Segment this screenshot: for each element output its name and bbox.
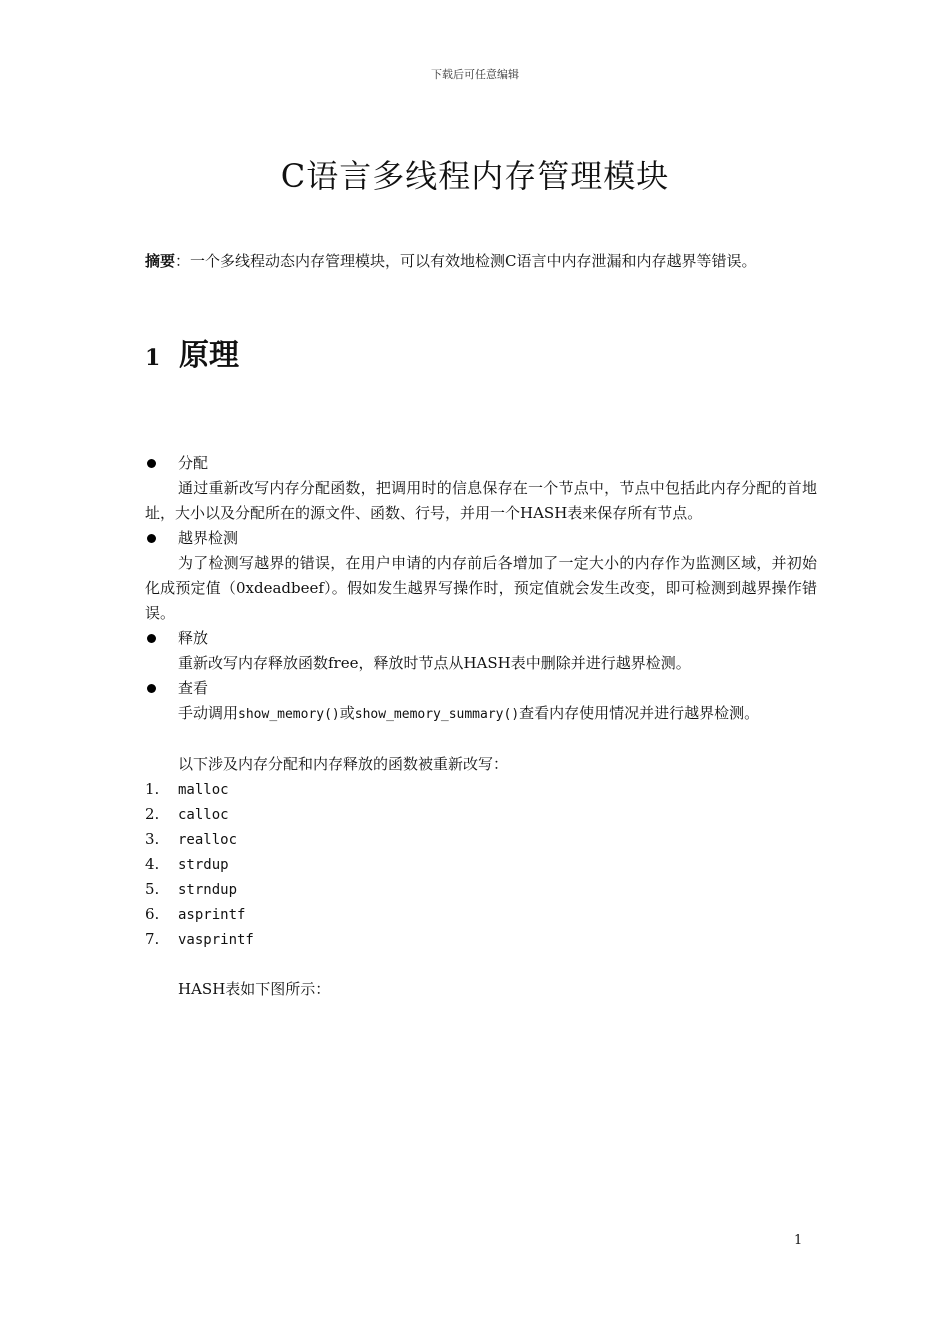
section-title: 原理 xyxy=(179,338,239,373)
function-name: strdup xyxy=(178,857,229,873)
bullet-title: 越界检测 xyxy=(178,529,239,547)
header-note: 下载后可任意编辑 xyxy=(431,68,519,81)
function-name: realloc xyxy=(178,832,238,848)
bullet-paragraph: 为了检测写越界的错误，在用户申请的内存前后各增加了一定大小的内存作为监测区域，并初始化成预定值（0xdeadbeef）。假如发生越界写操作时，预定值就会发生改变，即可检测到越界操作错误。 xyxy=(145,554,817,622)
list-number: 5. xyxy=(145,880,160,898)
bullet-item xyxy=(145,676,817,701)
code-function-name: show_memory() xyxy=(238,707,340,722)
function-name: strndup xyxy=(178,882,238,898)
bullet-item xyxy=(145,626,817,651)
bullet-title: 释放 xyxy=(178,629,209,647)
bullet-icon xyxy=(147,459,156,468)
paragraph-text: 或 xyxy=(339,704,355,722)
list-number: 3. xyxy=(145,830,160,848)
list-item xyxy=(145,927,817,952)
list-number: 7. xyxy=(145,930,160,948)
list-number: 6. xyxy=(145,905,160,923)
abstract-label: 摘要 xyxy=(145,252,176,270)
function-name: vasprintf xyxy=(178,932,254,948)
paragraph-text: 查看内存使用情况并进行越界检测。 xyxy=(519,704,760,722)
page-number: 1 xyxy=(794,1233,803,1248)
bullet-icon xyxy=(147,534,156,543)
bullet-paragraph: 重新改写内存释放函数free，释放时节点从HASH表中删除并进行越界检测。 xyxy=(178,654,691,672)
abstract-text: ：一个多线程动态内存管理模块，可以有效地检测C语言中内存泄漏和内存越界等错误。 xyxy=(175,252,757,270)
section-heading xyxy=(145,330,239,374)
code-function-name: show_memory_summary() xyxy=(354,707,520,722)
bullet-item xyxy=(145,451,817,476)
function-name: asprintf xyxy=(178,907,246,923)
function-name: malloc xyxy=(178,782,229,798)
paragraph-text: 手动调用 xyxy=(178,704,239,722)
list-number: 2. xyxy=(145,805,160,823)
function-name: calloc xyxy=(178,807,229,823)
list-item xyxy=(145,877,817,902)
bullet-icon xyxy=(147,684,156,693)
abstract xyxy=(145,248,810,274)
list-number: 4. xyxy=(145,855,160,873)
section-number: 1 xyxy=(145,345,161,371)
list-item xyxy=(145,802,817,827)
list-number: 1. xyxy=(145,780,160,798)
list-item xyxy=(145,827,817,852)
functions-intro: 以下涉及内存分配和内存释放的函数被重新改写： xyxy=(178,755,509,773)
bullet-paragraph: 通过重新改写内存分配函数，把调用时的信息保存在一个节点中，节点中包括此内存分配的首地址，大小以及分配所在的源文件、函数、行号，并用一个HASH表来保存所有节点。 xyxy=(145,479,817,522)
hash-intro: HASH表如下图所示： xyxy=(178,980,331,998)
list-item xyxy=(145,902,817,927)
section-content xyxy=(145,451,817,1002)
bullet-paragraph xyxy=(145,701,817,727)
bullet-icon xyxy=(147,634,156,643)
list-item xyxy=(145,777,817,802)
bullet-title: 分配 xyxy=(178,454,209,472)
document-title: C语言多线程内存管理模块 xyxy=(280,157,670,195)
list-item xyxy=(145,852,817,877)
bullet-title: 查看 xyxy=(178,679,209,697)
bullet-item xyxy=(145,526,817,551)
